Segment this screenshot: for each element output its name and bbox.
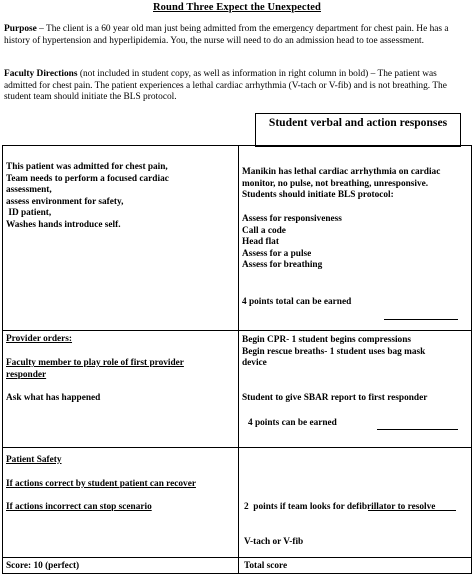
response-column-header: Student verbal and action responses <box>255 113 461 147</box>
defib-line: 2 points if team looks for defibrillator to resolve <box>244 502 436 512</box>
manikin-block <box>242 167 440 202</box>
left-intro-line: This patient was admitted for chest pain, <box>6 162 168 172</box>
faculty-role-block <box>6 358 184 381</box>
assess-item: Head flat <box>242 237 279 247</box>
purpose-paragraph <box>4 24 470 47</box>
table-row-divider-2 <box>2 447 472 448</box>
faculty-role-line: responder <box>6 369 47 380</box>
cpr-line: device <box>242 358 267 368</box>
faculty-directions-paragraph <box>4 69 470 104</box>
defib-line: V-tach or V-fib <box>244 536 304 547</box>
assess-item: Assess for breathing <box>242 260 323 270</box>
left-intro-line: Washes hands introduce self. <box>6 219 121 230</box>
left-intro-block <box>6 162 169 231</box>
left-intro-line: assessment, <box>6 185 52 195</box>
table-right-border <box>471 145 472 574</box>
faculty-role-line: Faculty member to play role of first provider <box>6 358 184 368</box>
score-blank-2 <box>377 429 458 430</box>
table-row-divider-1 <box>2 330 472 331</box>
if-incorrect-text: If actions incorrect can stop scenario <box>6 502 152 512</box>
points-label-2: 4 points can be earned <box>248 418 337 428</box>
cpr-block <box>242 335 425 370</box>
defib-block <box>244 479 435 571</box>
table-left-border <box>2 145 3 574</box>
provider-orders-heading: Provider orders: <box>6 334 73 344</box>
cpr-line: Begin CPR- 1 student begins compressions <box>242 335 411 345</box>
table-column-divider <box>238 145 239 574</box>
sbar-text: Student to give SBAR report to first responder <box>242 393 428 403</box>
manikin-line: monitor, no pulse, not breathing, unresponsive. <box>242 178 429 189</box>
faculty-directions-label: Faculty Directions <box>4 69 78 79</box>
total-score-label: Total score <box>244 561 288 571</box>
page-title: Round Three Expect the Unexpected <box>153 2 321 13</box>
assess-item: Assess for responsiveness <box>242 214 342 224</box>
purpose-label: Purpose <box>4 24 37 34</box>
assess-item: Call a code <box>242 225 286 236</box>
left-intro-line: assess environment for safety, <box>6 196 124 207</box>
manikin-line: Students should initiate BLS protocol: <box>242 190 394 200</box>
assess-item: Assess for a pulse <box>242 248 312 259</box>
score-blank-3 <box>368 510 456 511</box>
patient-safety-heading: Patient Safety <box>6 455 62 465</box>
ask-text: Ask what has happened <box>6 393 101 403</box>
manikin-line: Manikin has lethal cardiac arrhythmia on cardiac <box>242 167 441 177</box>
score-perfect: Score: 10 (perfect) <box>6 561 80 571</box>
purpose-text: – The client is a 60 year old man just being admitted from the emergency department for chest pain. He has a history of hypertension and hyperlipidemia. You, the nurse will need to do an admission head to toe assessment. <box>4 24 449 46</box>
assess-list <box>242 214 342 272</box>
score-blank-1 <box>384 319 458 320</box>
faculty-directions-text: (not included in student copy, as well as information in right column in bold) – The patient was admitted for chest pain. The patient experiences a lethal cardiac arrhythmia (V-tach or V-fib) and is not breathing. The student team should initiate the BLS protocol. <box>4 69 447 103</box>
points-label-1: 4 points total can be earned <box>242 297 352 307</box>
left-intro-line: ID patient, <box>6 208 52 218</box>
left-intro-line: Team needs to perform a focused cardiac <box>6 173 169 184</box>
if-correct-text: If actions correct by student patient can recover <box>6 479 196 489</box>
table-bottom-border <box>2 573 472 574</box>
cpr-line: Begin rescue breaths- 1 student uses bag mask <box>242 346 426 357</box>
